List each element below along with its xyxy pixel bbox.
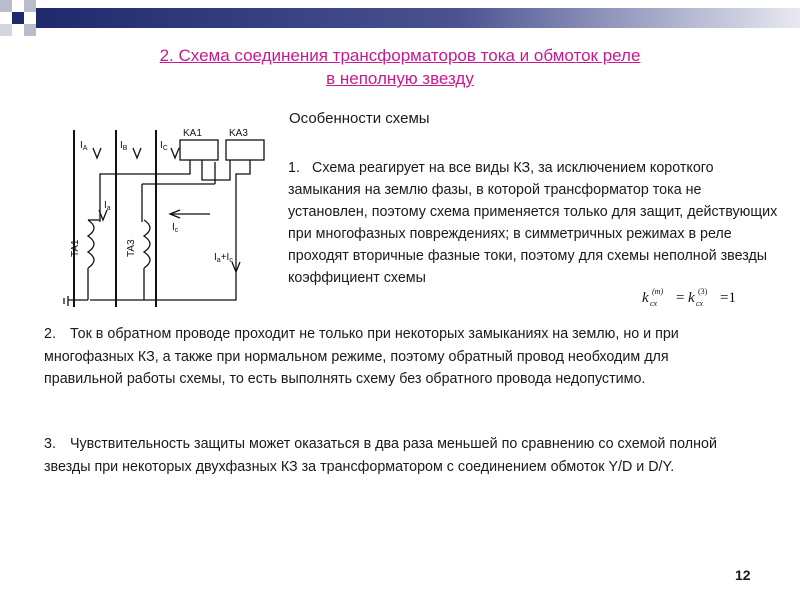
label-ia-phase: $I_A$ <box>80 140 88 152</box>
label-ib-phase: $I_B$ <box>120 140 128 152</box>
title-line-1: 2. Схема соединения трансформаторов тока и обмоток реле <box>159 46 641 65</box>
circuit-diagram <box>60 122 275 322</box>
formula-sup1: (m) <box>652 287 664 296</box>
label-ia-secondary: $I_a$ <box>104 200 111 212</box>
formula-k2: k <box>688 290 695 306</box>
page-number: 12 <box>735 567 751 583</box>
point-1 <box>288 157 778 289</box>
label-ic-phase: $I_C$ <box>160 140 168 152</box>
relay-ka1-label: KA1 <box>183 128 202 139</box>
point-2-number: 2. <box>44 326 56 342</box>
relay-ka3-label: KA3 <box>229 128 248 139</box>
ta3-label: TA3 <box>126 239 137 257</box>
point-3-text: Чувствительность защиты может оказаться в два раза меньшей по сравнению со схемой полной звезды при некоторых двухфазных КЗ за трансформатором с соединением обмоток Y/D и D/Y. <box>44 436 717 475</box>
formula-sub2: сх <box>696 299 703 308</box>
point-1-number: 1. <box>288 160 300 176</box>
label-ia-plus-ic: $I_a+I_c$ <box>214 252 233 264</box>
point-2 <box>44 323 744 391</box>
formula-sup2: (3) <box>698 287 708 296</box>
formula-eq: = <box>676 290 685 306</box>
point-1-text: Схема реагирует на все виды КЗ, за исключением короткого замыкания на землю фазы, в которой трансформатор тока не установлен, поэтому схема применяется только для защит, действующих при многофазных повреждениях; в симметричных режимах в реле проходят вторичные фазные токи, поэтому для схемы неполной звезды коэффициент схемы <box>288 160 778 286</box>
header-decoration <box>0 0 800 40</box>
formula-sub1: сх <box>650 299 657 308</box>
point-2-text: Ток в обратном проводе проходит не только при некоторых замыканиях на землю, но и при многофазных КЗ, а также при нормальном режиме, поэтому обратный провод необходим для правильной работы схемы, то есть выполнять схему без обратного провода недопустимо. <box>44 326 679 387</box>
scheme-coefficient-formula <box>640 285 780 309</box>
features-heading: Особенности схемы <box>289 110 430 127</box>
point-3 <box>44 433 764 478</box>
ta1-label: TA1 <box>70 239 81 257</box>
formula-k1: k <box>642 290 649 306</box>
label-ic-secondary: $I_c$ <box>172 222 179 234</box>
point-3-number: 3. <box>44 436 56 452</box>
title-line-2: в неполную звезду <box>326 69 474 88</box>
slide-title <box>100 44 700 90</box>
formula-value: =1 <box>720 290 736 306</box>
